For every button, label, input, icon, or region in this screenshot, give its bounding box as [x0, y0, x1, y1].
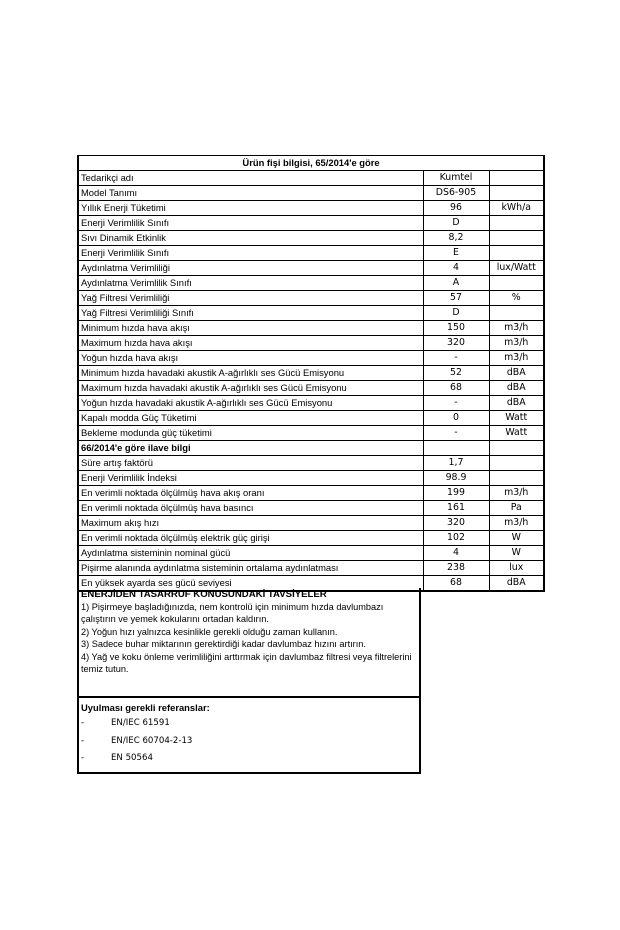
table-row — [78, 411, 544, 426]
row-unit: lux — [489, 561, 544, 576]
row-label: Maximum hızda havadaki akustik A-ağırlıklı ses Gücü Emisyonu — [78, 381, 423, 396]
table-row — [78, 216, 544, 231]
row-unit — [489, 471, 544, 486]
row-value: 0 — [423, 411, 489, 426]
row-value: Kumtel — [423, 171, 489, 186]
table-row — [78, 501, 544, 516]
row-unit: dBA — [489, 576, 544, 592]
table-row — [78, 366, 544, 381]
table-row — [78, 246, 544, 261]
table-row — [78, 261, 544, 276]
row-unit — [489, 231, 544, 246]
reference-item — [81, 750, 417, 768]
row-value: 8,2 — [423, 231, 489, 246]
row-label: En yüksek ayarda ses gücü seviyesi — [78, 576, 423, 592]
table-row — [78, 201, 544, 216]
row-label: En verimli noktada ölçülmüş hava basıncı — [78, 501, 423, 516]
row-unit: dBA — [489, 366, 544, 381]
row-label: Minimum hızda hava akışı — [78, 321, 423, 336]
row-value: 150 — [423, 321, 489, 336]
reference-code: EN/IEC 61591 — [111, 718, 170, 728]
row-value: 161 — [423, 501, 489, 516]
row-value: 52 — [423, 366, 489, 381]
advice-tip: 4) Yağ ve koku önleme verimliliğini arttırmak için davlumbaz filtresi veya filtrelerini temiz tutun. — [81, 651, 412, 675]
table-row — [78, 321, 544, 336]
table-row — [78, 306, 544, 321]
row-value: 102 — [423, 531, 489, 546]
reference-code: EN 50564 — [111, 753, 153, 763]
spec-table — [77, 155, 545, 592]
row-label: Tedarikçi adı — [78, 171, 423, 186]
row-unit: dBA — [489, 381, 544, 396]
references-title: Uyulması gerekli referanslar: — [81, 702, 210, 713]
row-label: Yağ Filtresi Verimliliği — [78, 291, 423, 306]
row-unit: m3/h — [489, 321, 544, 336]
row-value: 199 — [423, 486, 489, 501]
row-label: Yoğun hızda havadaki akustik A-ağırlıklı ses Gücü Emisyonu — [78, 396, 423, 411]
advice-tip: 2) Yoğun hızı yalnızca kesinlikle gerekli olduğu zaman kullanın. — [81, 626, 338, 637]
table-row — [78, 471, 544, 486]
row-unit: kWh/a — [489, 201, 544, 216]
row-label: 66/2014'e göre ilave bilgi — [78, 441, 423, 456]
row-label: Maximum akış hızı — [78, 516, 423, 531]
row-value — [423, 441, 489, 456]
advice-tip: 1) Pişirmeye başladığınızda, nem kontrolü için minimum hızda davlumbazı çalıştırın ve yemek kokularını ortadan kaldırın. — [81, 602, 384, 625]
row-unit — [489, 186, 544, 201]
row-value: - — [423, 351, 489, 366]
row-value: E — [423, 246, 489, 261]
table-row — [78, 456, 544, 471]
row-label: Model Tanımı — [78, 186, 423, 201]
row-unit: % — [489, 291, 544, 306]
references-section — [79, 701, 419, 768]
table-title-row — [78, 156, 544, 171]
row-unit: dBA — [489, 396, 544, 411]
row-value: 68 — [423, 576, 489, 592]
row-value: 68 — [423, 381, 489, 396]
table-title: Ürün fişi bilgisi, 65/2014'e göre — [78, 156, 544, 171]
table-row — [78, 486, 544, 501]
row-value: 4 — [423, 261, 489, 276]
row-value: 96 — [423, 201, 489, 216]
table-row — [78, 276, 544, 291]
row-label: En verimli noktada ölçülmüş elektrik güç girişi — [78, 531, 423, 546]
row-value: - — [423, 396, 489, 411]
energy-saving-advice-box — [77, 588, 421, 774]
table-row — [78, 426, 544, 441]
row-label: Enerji Verimlilik Sınıfı — [78, 216, 423, 231]
row-value: 4 — [423, 546, 489, 561]
row-label: Yıllık Enerji Tüketimi — [78, 201, 423, 216]
row-unit: W — [489, 531, 544, 546]
row-value: 98.9 — [423, 471, 489, 486]
row-label: Aydınlatma Verimliliği — [78, 261, 423, 276]
row-label: Yoğun hızda hava akışı — [78, 351, 423, 366]
row-value: 57 — [423, 291, 489, 306]
reference-item — [81, 715, 417, 733]
row-unit — [489, 276, 544, 291]
row-value: D — [423, 216, 489, 231]
row-unit: W — [489, 546, 544, 561]
row-unit: Watt — [489, 426, 544, 441]
row-value: 238 — [423, 561, 489, 576]
row-label: En verimli noktada ölçülmüş hava akış oranı — [78, 486, 423, 501]
advice-tip: 3) Sadece buhar miktarının gerektirdiği kadar davlumbaz hızını artırın. — [81, 639, 366, 650]
row-value: D — [423, 306, 489, 321]
row-unit — [489, 306, 544, 321]
row-label: Yağ Filtresi Verimliliği Sınıfı — [78, 306, 423, 321]
row-label: Sıvı Dinamik Etkinlik — [78, 231, 423, 246]
table-row — [78, 516, 544, 531]
row-label: Kapalı modda Güç Tüketimi — [78, 411, 423, 426]
product-info-sheet — [77, 155, 543, 592]
row-value: - — [423, 426, 489, 441]
table-row — [78, 546, 544, 561]
row-value: 1,7 — [423, 456, 489, 471]
row-unit — [489, 246, 544, 261]
row-label: Enerji Verimlilik İndeksi — [78, 471, 423, 486]
reference-item — [81, 733, 417, 751]
row-label: Aydınlatma Verimlilik Sınıfı — [78, 276, 423, 291]
row-label: Aydınlatma sisteminin nominal gücü — [78, 546, 423, 561]
row-unit — [489, 441, 544, 456]
table-row — [78, 396, 544, 411]
row-unit: lux/Watt — [489, 261, 544, 276]
row-label: Enerji Verimlilik Sınıfı — [78, 246, 423, 261]
row-unit: m3/h — [489, 336, 544, 351]
row-label: Bekleme modunda güç tüketimi — [78, 426, 423, 441]
table-row — [78, 336, 544, 351]
reference-code: EN/IEC 60704-2-13 — [111, 735, 193, 746]
row-unit — [489, 216, 544, 231]
table-row — [78, 351, 544, 366]
table-row — [78, 291, 544, 306]
section-header-row — [78, 441, 544, 456]
table-row — [78, 381, 544, 396]
row-label: Minimum hızda havadaki akustik A-ağırlıklı ses Gücü Emisyonu — [78, 366, 423, 381]
row-unit: m3/h — [489, 351, 544, 366]
row-unit — [489, 456, 544, 471]
reference-dash: - — [81, 753, 85, 763]
row-label: Süre artış faktörü — [78, 456, 423, 471]
table-row — [78, 231, 544, 246]
advice-section — [79, 588, 419, 698]
row-value: DS6-905 — [423, 186, 489, 201]
row-unit: m3/h — [489, 516, 544, 531]
reference-dash: - — [81, 735, 85, 746]
row-value: 320 — [423, 336, 489, 351]
row-unit: Pa — [489, 501, 544, 516]
table-row — [78, 561, 544, 576]
advice-title: ENERJİDEN TASARRUF KONUSUNDAKİ TAVSİYELER — [81, 589, 327, 600]
row-unit — [489, 171, 544, 186]
table-row — [78, 531, 544, 546]
row-value: 320 — [423, 516, 489, 531]
row-unit: m3/h — [489, 486, 544, 501]
table-row — [78, 186, 544, 201]
row-value: A — [423, 276, 489, 291]
table-row — [78, 171, 544, 186]
row-label: Pişirme alanında aydınlatma sisteminin ortalama aydınlatması — [78, 561, 423, 576]
reference-dash: - — [81, 718, 85, 728]
row-label: Maximum hızda hava akışı — [78, 336, 423, 351]
row-unit: Watt — [489, 411, 544, 426]
